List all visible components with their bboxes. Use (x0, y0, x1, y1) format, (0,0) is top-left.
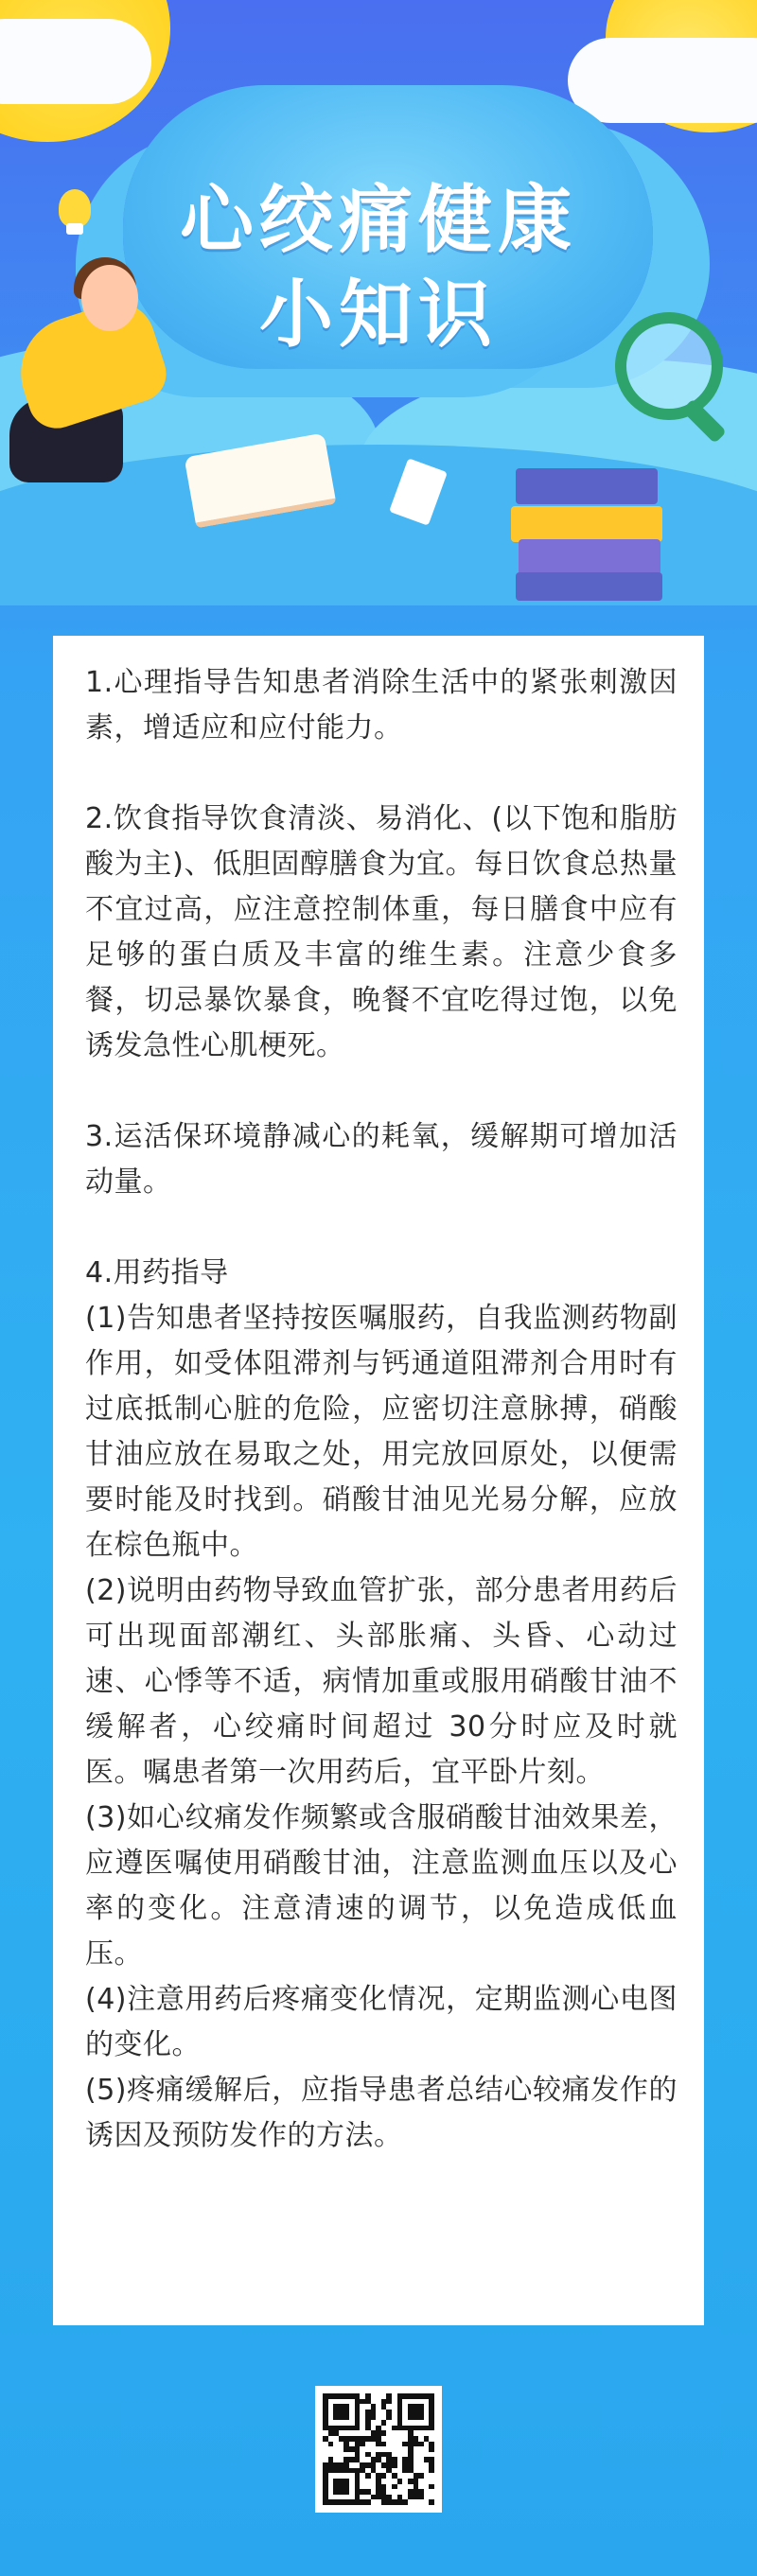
tip-medication-item: (2)说明由药物导致血管扩张，部分患者用药后可出现面部潮红、头部胀痛、头昏、心动过速、心悸等不适，病情加重或服用硝酸甘油不缓解者，心绞痛时间超过 30分时应及时就医。嘱患者第一次用药后，宜平卧片刻。 (85, 1574, 678, 1789)
tip-psychology: 1.心理指导告知患者消除生活中的紧张刺激因素，增适应和应付能力。 (85, 666, 678, 745)
magnifier-icon (615, 312, 723, 420)
page-title-line1: 心绞痛健康 (179, 178, 577, 263)
book-stack-icon (516, 468, 658, 504)
book-stack-icon (516, 572, 662, 601)
tip-medication-item: (3)如心纹痛发作频繁或含服硝酸甘油效果差，应遵医嘱使用硝酸甘油，注意监测血压以及心率的变化。注意清速的调节，以免造成低血压。 (85, 1801, 678, 1971)
tip-activity: 3.运活保环境静减心的耗氧，缓解期可增加活动量。 (85, 1120, 678, 1199)
book-stack-icon (511, 506, 662, 542)
header-illustration (0, 0, 757, 605)
lightbulb-icon (59, 189, 91, 227)
white-cloud-icon (568, 38, 757, 123)
white-cloud-icon (0, 19, 151, 104)
person-head (81, 265, 138, 331)
qr-code[interactable] (315, 2386, 442, 2513)
qr-code-icon (323, 2393, 434, 2505)
page-title-line2: 小知识 (258, 272, 498, 358)
tip-medication-item: (5)疼痛缓解后，应指导患者总结心较痛发作的诱因及预防发作的方法。 (85, 2074, 678, 2152)
tip-medication-item: (1)告知患者坚持按医嘱服药，自我监测药物副作用，如受体阻滞剂与钙通道阻滞剂合用时有过底抵制心脏的危险，应密切注意脉搏，硝酸甘油应放在易取之处，用完放回原处，以便需要时能及时找到。硝酸甘油见光易分解，应放在棕色瓶中。 (85, 1302, 678, 1562)
lightbulb-base (66, 223, 83, 235)
tip-medication-title: 4.用药指导 (85, 1256, 229, 1289)
book-stack-icon (519, 539, 660, 575)
tip-diet: 2.饮食指导饮食清淡、易消化、(以下饱和脂肪酸为主)、低胆固醇膳食为宜。每日饮食总热量不宜过高，应注意控制体重，每日膳食中应有足够的蛋白质及丰富的维生素。注意少食多餐，切忌暴饮暴食，晚餐不宜吃得过饱，以免诱发急性心肌梗死。 (85, 802, 678, 1062)
content-card (53, 636, 704, 2325)
tip-medication-item: (4)注意用药后疼痛变化情况，定期监测心电图的变化。 (85, 1983, 678, 2061)
